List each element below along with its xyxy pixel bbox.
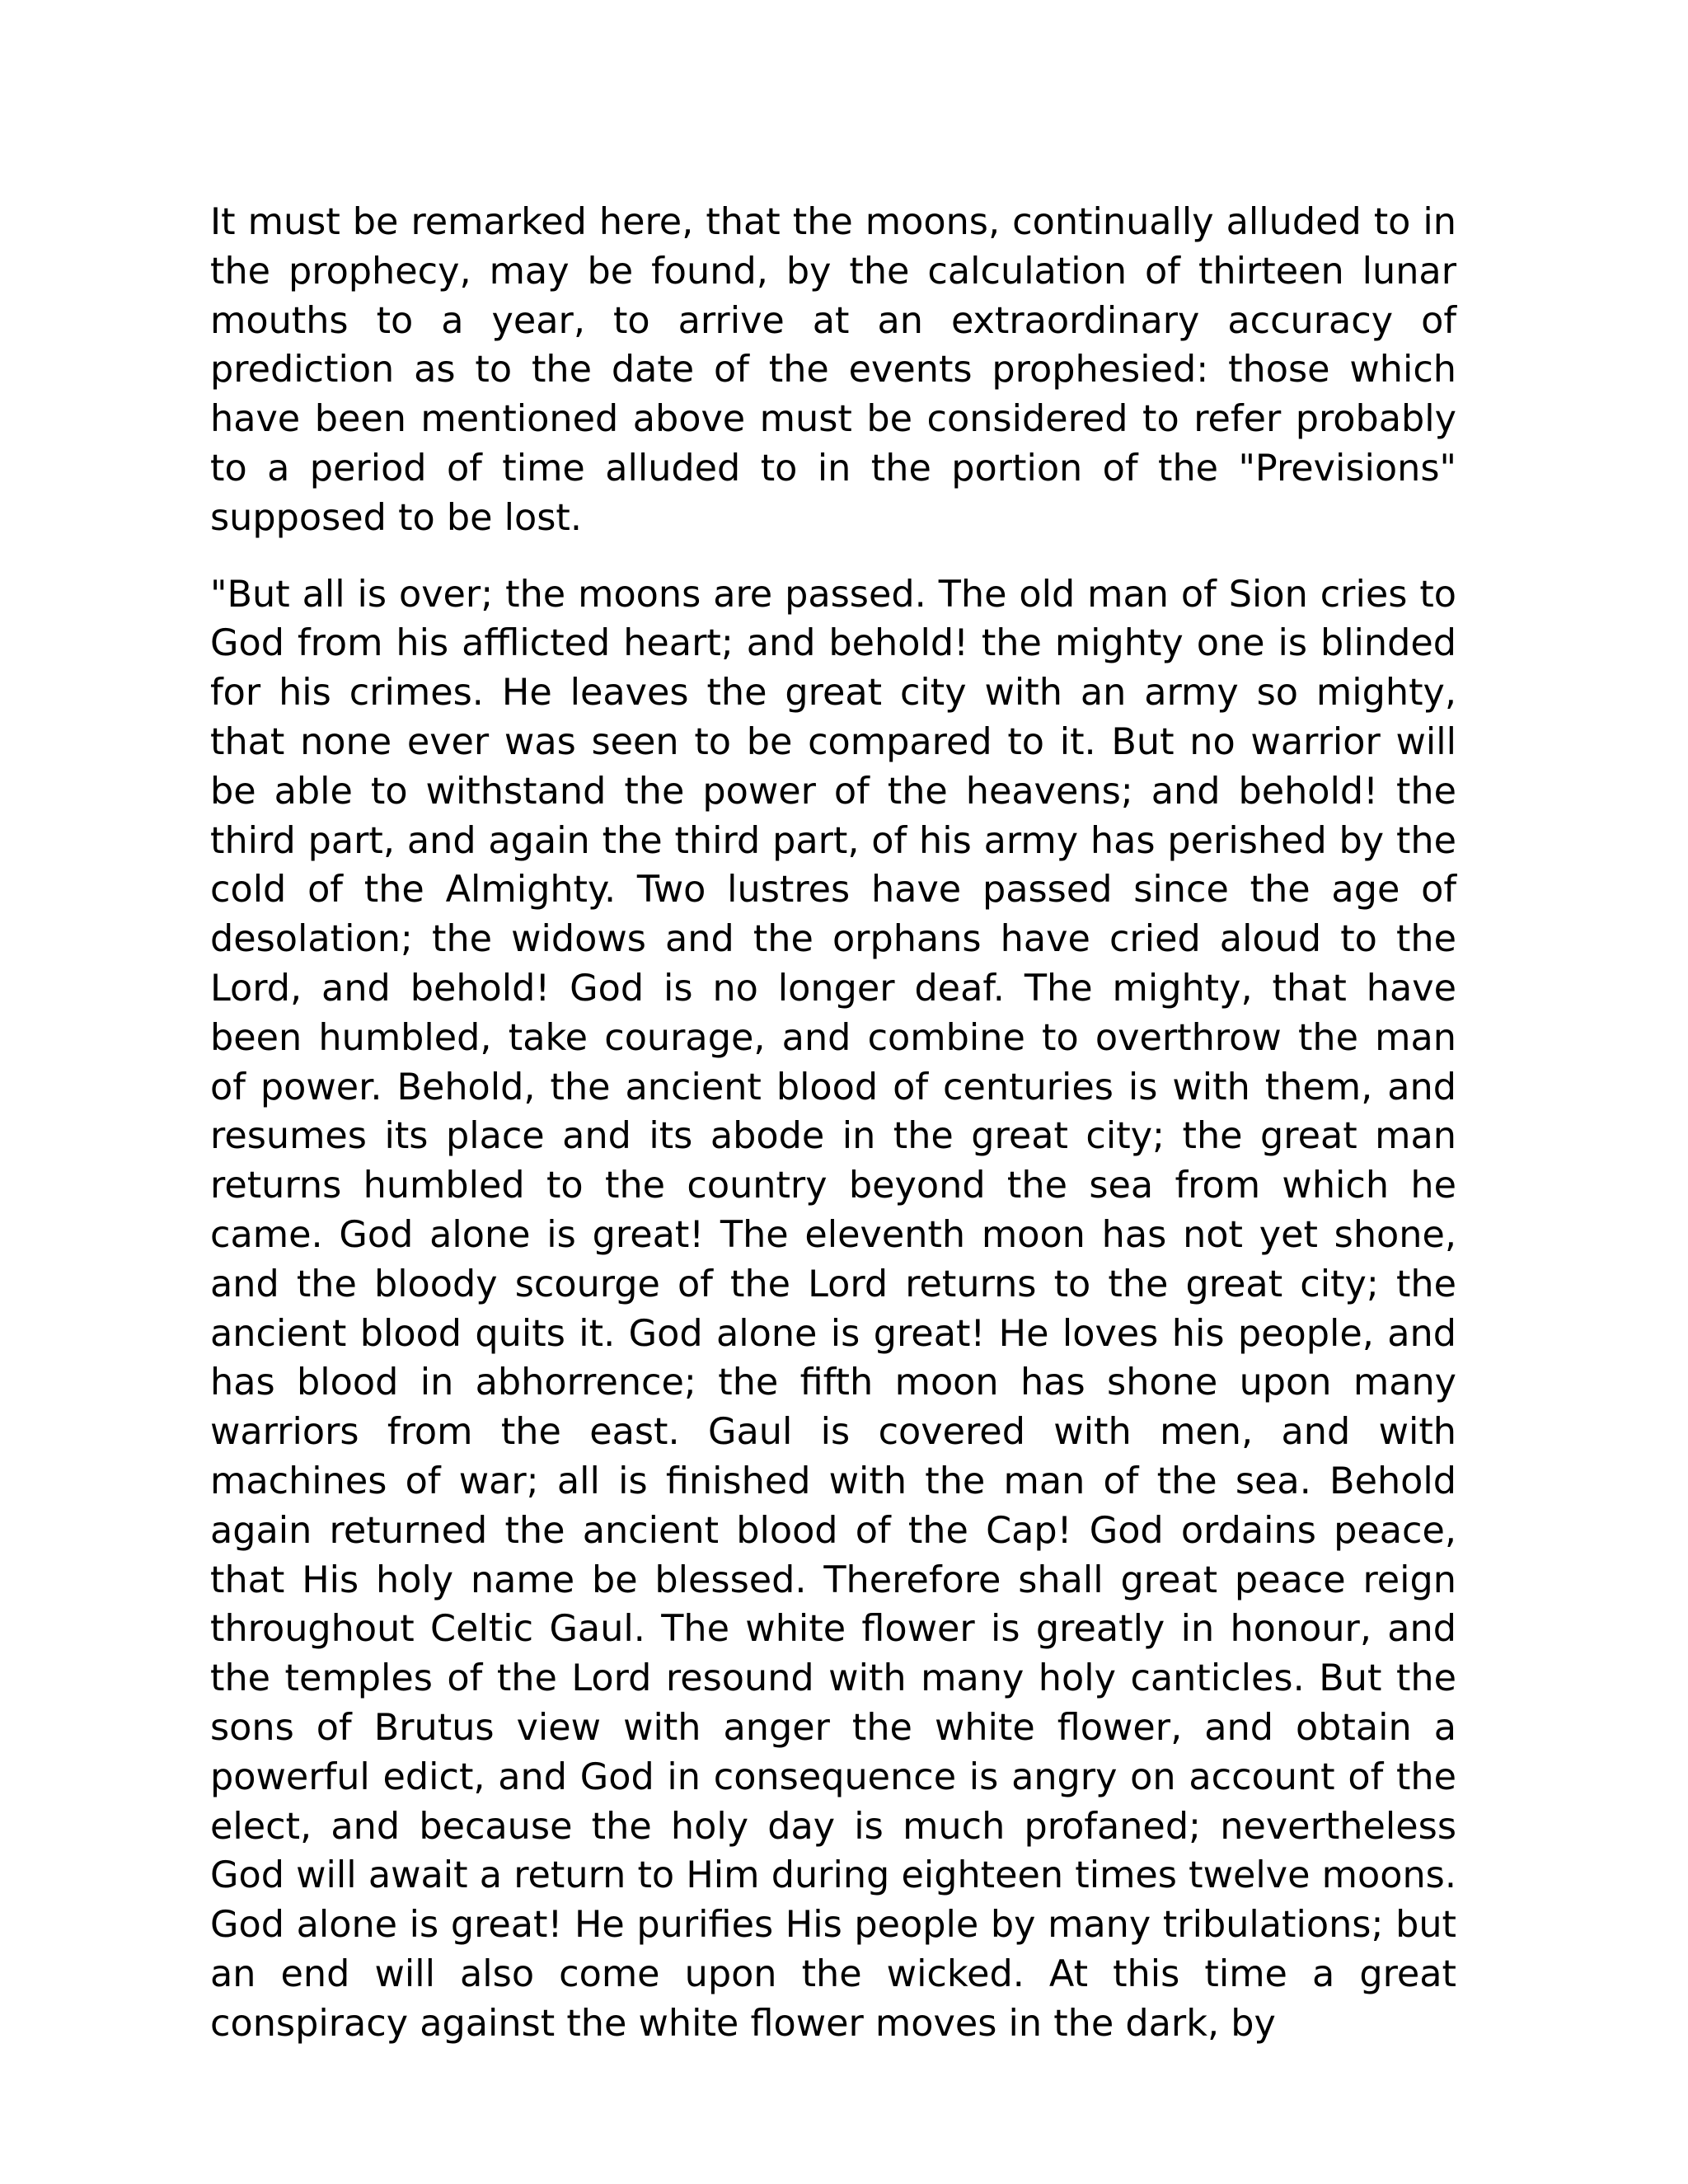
text-column [210, 198, 1456, 2048]
paragraph-moons-remark: It must be remarked here, that the moons, continually alluded to in the prophecy, may be found, by the calculation of thirteen lunar mouths to a year, to arrive at an extraordinary accuracy of prediction as to the date of the events prophesied: those which have been mentioned above must be considered to refer probably to a period of time alluded to in the portion of the "Previsions" supposed to be lost. [210, 201, 1456, 539]
paragraph-prophecy: "But all is over; the moons are passed. The old man of Sion cries to God from his afflicted heart; and behold! the mighty one is blinded for his crimes. He leaves the great city with an army so mighty, that none ever was seen to be compared to it. But no warrior will be able to withstand the power of the heavens; and behold! the third part, and again the third part, of his army has perished by the cold of the Almighty. Two lustres have passed since the age of desolation; the widows and the orphans have cried aloud to the Lord, and behold! God is no longer deaf. The mighty, that have been humbled, take courage, and combine to overthrow the man of power. Behold, the ancient blood of centuries is with them, and resumes its place and its abode in the great city; the great man returns humbled to the country beyond the sea from which he came. God alone is great! The eleventh moon has not yet shone, and the bloody scourge of the Lord returns to the great city; the ancient blood quits it. God alone is great! He loves his people, and has blood in abhorrence; the fifth moon has shone upon many warriors from the east. Gaul is covered with men, and with machines of war; all is finished with the man of the sea. Behold again returned the ancient blood of the Cap! God ordains peace, that His holy name be blessed. Therefore shall great peace reign throughout Celtic Gaul. The white flower is greatly in honour, and the temples of the Lord resound with many holy canticles. But the sons of Brutus view with anger the white flower, and obtain a powerful edict, and God in consequence is angry on account of the elect, and because the holy day is much profaned; nevertheless God will await a return to Him during eighteen times twelve moons. God alone is great! He purifies His people by many tribulations; but an end will also come upon the wicked. At this time a great conspiracy against the white flower moves in the dark, by [210, 573, 1456, 2045]
